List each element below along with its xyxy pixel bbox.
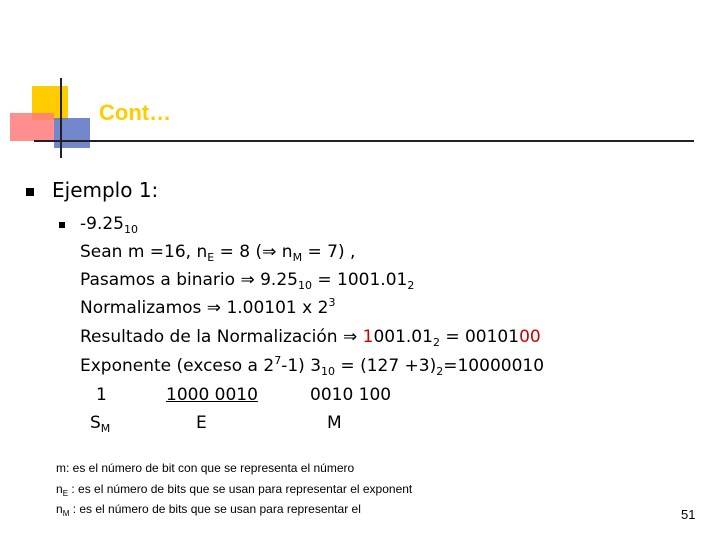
line-resultado: Resultado de la Normalización ⇒ $1001.01_2 = 0010100$ xyxy=(80,327,541,349)
horizontal-rule xyxy=(34,140,694,142)
mantissa-label: M xyxy=(327,413,342,433)
implies-arrow-icon: ⇒ xyxy=(206,298,222,318)
sign-label: $S_M$ xyxy=(90,413,111,435)
line-normalizamos: Normalizamos ⇒ 1.00101 x $2^3$ xyxy=(80,296,336,318)
implies-arrow-icon: ⇒ xyxy=(240,270,255,290)
implies-arrow-icon: ⇒ xyxy=(342,327,358,347)
footnote-m: m: es el número de bit con que se representa el número xyxy=(56,461,355,475)
exponent-label: E xyxy=(196,413,207,433)
line-binario: Pasamos a binario ⇒ $9.25_{10} = 1001.01_2$ xyxy=(80,270,415,292)
line-exponente: Exponente (exceso a $2^7-1$) $3_{10} = (127 +3)_2=10000010$ xyxy=(80,354,545,378)
slide-title: Cont… xyxy=(99,100,172,125)
page-number: 51 xyxy=(681,507,696,522)
footnote-ne: $n_E$ : es el número de bits que se usan para representar el exponent xyxy=(56,482,413,498)
exponent-bits: 1000 0010 xyxy=(166,385,258,405)
sign-bit: 1 xyxy=(96,385,107,405)
vertical-rule xyxy=(60,78,62,158)
heading-ejemplo: Ejemplo 1: xyxy=(52,178,159,202)
bullet-marker xyxy=(26,188,34,196)
footnote-nm: $n_M$ : es el número de bits que se usan para representar el xyxy=(56,502,361,518)
mantissa-bits: 0010 100 xyxy=(310,385,392,405)
line-sean: Sean m =16, $n_E = 8$ (⇒ $n_M = 7$) , xyxy=(80,242,356,264)
implies-arrow-icon: ⇒ xyxy=(262,242,277,262)
red-square-decoration xyxy=(10,113,54,141)
sub-bullet-marker xyxy=(59,222,65,228)
line-value: $-9.25_{10}$ xyxy=(80,214,138,236)
